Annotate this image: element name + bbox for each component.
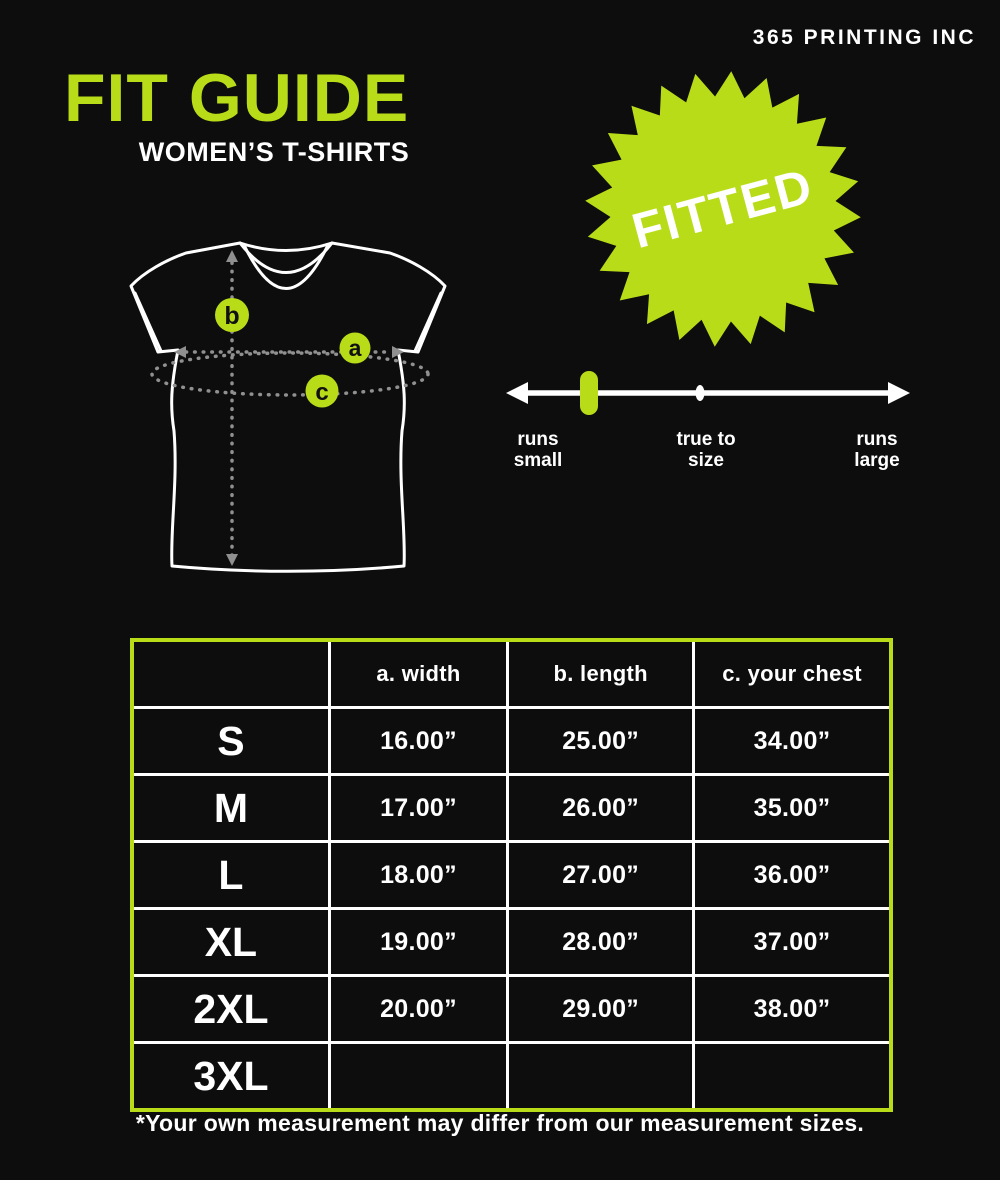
chest-cell: 37.00” — [694, 909, 891, 976]
badge-label: FITTED — [626, 158, 820, 260]
scale-label-true-to-size: true to size — [676, 429, 736, 471]
footnote: *Your own measurement may differ from our measurement sizes. — [135, 1110, 865, 1136]
page-subtitle: WOMEN’S T-SHIRTS — [138, 137, 410, 167]
table-row — [132, 775, 891, 842]
length-cell: 29.00” — [508, 976, 694, 1043]
table-row — [132, 842, 891, 909]
scale-label-runs-large: runs large — [854, 429, 900, 471]
width-cell: 16.00” — [329, 708, 507, 775]
width-cell: 17.00” — [329, 775, 507, 842]
marker-c — [306, 375, 339, 408]
title-block — [64, 60, 410, 168]
table-row — [132, 708, 891, 775]
size-table — [130, 638, 893, 1112]
chest-cell: 36.00” — [694, 842, 891, 909]
table-row — [132, 976, 891, 1043]
fitted-badge — [584, 70, 862, 348]
length-cell: 27.00” — [508, 842, 694, 909]
table-header-row — [132, 640, 891, 708]
scale-right-arrowhead — [888, 382, 910, 404]
length-cell: 28.00” — [508, 909, 694, 976]
size-cell: 2XL — [132, 976, 329, 1043]
width-cell — [329, 1043, 507, 1111]
size-cell: M — [132, 775, 329, 842]
size-cell: L — [132, 842, 329, 909]
width-cell: 20.00” — [329, 976, 507, 1043]
chest-cell — [694, 1043, 891, 1111]
size-cell: XL — [132, 909, 329, 976]
tshirt-diagram — [116, 226, 460, 578]
marker-b — [215, 298, 249, 332]
chest-measure-ellipse — [152, 353, 428, 395]
header-cell-length: b. length — [508, 640, 694, 708]
scale-center-dot — [696, 385, 705, 401]
chest-cell: 34.00” — [694, 708, 891, 775]
width-cell: 18.00” — [329, 842, 507, 909]
chest-cell: 38.00” — [694, 976, 891, 1043]
header-cell-width: a. width — [329, 640, 507, 708]
scale-left-arrowhead — [506, 382, 528, 404]
table-row — [132, 1043, 891, 1111]
length-cell: 26.00” — [508, 775, 694, 842]
header-cell-blank — [132, 640, 329, 708]
tshirt-outline-illustration — [131, 243, 445, 571]
marker-a — [340, 333, 371, 364]
svg-text:a: a — [348, 335, 362, 361]
fit-scale — [498, 364, 918, 422]
width-cell: 19.00” — [329, 909, 507, 976]
length-cell — [508, 1043, 694, 1111]
scale-label-runs-small: runs small — [513, 429, 563, 471]
table-row — [132, 909, 891, 976]
chest-cell: 35.00” — [694, 775, 891, 842]
size-cell: S — [132, 708, 329, 775]
header-cell-chest: c. your chest — [694, 640, 891, 708]
fit-scale-marker — [580, 371, 598, 415]
svg-text:b: b — [224, 302, 240, 330]
measure-arrowheads — [174, 250, 404, 566]
length-cell: 25.00” — [508, 708, 694, 775]
page-title: FIT GUIDE — [64, 60, 410, 136]
svg-text:c: c — [315, 379, 329, 406]
brand-text: 365 PRINTING INC — [752, 26, 976, 49]
size-cell: 3XL — [132, 1043, 329, 1111]
